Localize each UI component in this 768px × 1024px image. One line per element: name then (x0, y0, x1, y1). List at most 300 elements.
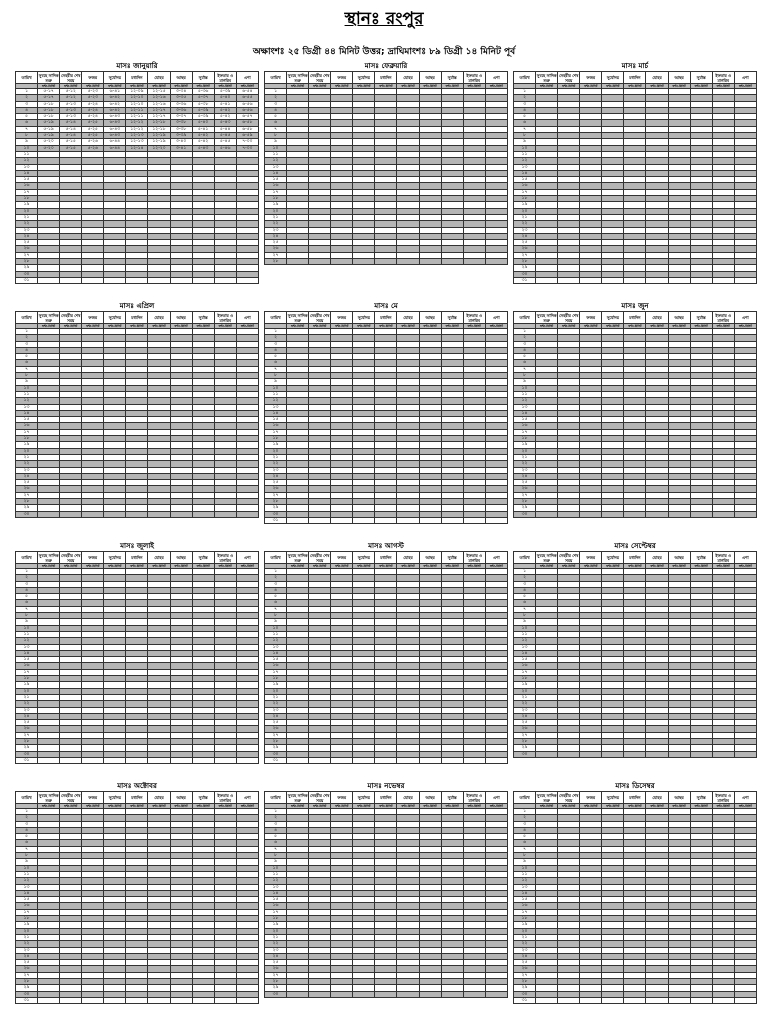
time-cell (485, 757, 507, 763)
column-header: আছর (170, 72, 192, 84)
date-cell: ৩ (16, 341, 38, 347)
column-header: যোহর (646, 72, 668, 84)
time-cell: ১২-১৪ (126, 145, 148, 151)
prayer-times-table (264, 311, 508, 524)
unit-header: ঘন্টা-মিনিট (148, 564, 170, 569)
unit-header: ঘন্টা-মিনিট (580, 804, 602, 809)
column-header: সেহরীর শেষ সময় (558, 72, 579, 83)
column-header: সেহরীর শেষ সময় (558, 312, 579, 323)
column-header: সূর্যোদয় (104, 792, 126, 804)
unit-header: ঘন্টা-মিনিট (192, 804, 214, 809)
month-table (513, 542, 757, 760)
time-cell: ৬-৫৬ (236, 101, 258, 107)
time-cell (148, 277, 170, 283)
time-cell (126, 511, 148, 517)
table-row (16, 139, 259, 145)
time-cell (463, 259, 485, 265)
date-cell: ১৭ (16, 909, 38, 915)
unit-header: ঘন্টা-মিনিট (375, 564, 397, 569)
date-cell: ৯ (514, 619, 536, 625)
date-cell: ২৬ (514, 726, 536, 732)
column-header: সেহরীর শেষ সময় (60, 552, 81, 563)
unit-header: ঘন্টা-মিনিট (463, 324, 485, 329)
column-header: যোহর (397, 72, 419, 84)
unit-header: ঘন্টা-মিনিট (375, 804, 397, 809)
date-cell: ২৫ (16, 240, 38, 246)
column-header: আছর (419, 792, 441, 804)
time-cell: ৬-৪৩ (104, 133, 126, 139)
date-cell: ২৬ (265, 726, 287, 732)
column-header: সুবহে সাদিক শুরু (287, 72, 308, 83)
date-cell: ২৩ (16, 947, 38, 953)
date-cell: ২৩ (265, 707, 287, 713)
date-cell: ২৮ (16, 259, 38, 265)
date-cell: ৩০ (16, 991, 38, 997)
date-cell: ২০ (514, 688, 536, 694)
unit-header: ঘন্টা-মিনিট (580, 324, 602, 329)
date-cell: ২৬ (514, 966, 536, 972)
time-cell (397, 757, 419, 763)
date-cell: ১৪ (265, 650, 287, 656)
date-cell: ১১ (265, 151, 287, 157)
date-cell: ১৯ (514, 682, 536, 688)
date-cell: ২১ (265, 694, 287, 700)
column-header: সুবহে সাদিক শুরু (536, 72, 557, 83)
time-cell: ৬-৫৮ (236, 120, 258, 126)
column-header: সূর্যোদয় (104, 72, 126, 84)
column-header: এশা (236, 552, 258, 564)
time-cell (60, 277, 82, 283)
unit-header: ঘন্টা-মিনিট (82, 324, 104, 329)
date-cell: ৩০ (265, 511, 287, 517)
time-cell (214, 277, 236, 283)
time-cell: ৫-১৯ (38, 126, 60, 132)
column-header: সেহরীর শেষ সময় (60, 792, 81, 803)
date-cell: ২২ (265, 701, 287, 707)
time-cell: ৫-১৩ (60, 114, 82, 120)
time-cell (463, 991, 485, 997)
column-header: ফজর (82, 72, 104, 84)
date-cell: ৫ (16, 834, 38, 840)
date-cell: ১৫ (16, 177, 38, 183)
time-cell (712, 277, 734, 283)
date-cell: ২৯ (514, 985, 536, 991)
date-cell: ১২ (514, 878, 536, 884)
unit-header: ঘন্টা-মিনিট (353, 564, 375, 569)
time-cell (126, 997, 148, 1003)
time-cell (419, 757, 441, 763)
date-cell: ৩১ (265, 757, 287, 763)
prayer-times-table (15, 551, 259, 764)
date-cell: ২৬ (265, 246, 287, 252)
unit-header: ঘন্টা-মিনিট (331, 564, 353, 569)
table-row (265, 517, 508, 523)
column-header: সুবহে সাদিক শুরু (287, 312, 308, 323)
time-cell (192, 757, 214, 763)
date-cell: ৮ (16, 853, 38, 859)
time-cell (38, 757, 60, 763)
date-cell: ২৪ (265, 953, 287, 959)
date-cell: ১ (16, 809, 38, 815)
date-cell: ২১ (16, 934, 38, 940)
time-cell: ১২-১২ (126, 120, 148, 126)
date-cell: ১৯ (16, 682, 38, 688)
unit-header: ঘন্টা-মিনিট (580, 84, 602, 89)
date-cell: ২০ (265, 928, 287, 934)
time-cell (712, 751, 734, 757)
date-cell: ২৮ (265, 259, 287, 265)
column-header: মধ্যদিন (624, 72, 646, 84)
date-cell: ১৮ (16, 916, 38, 922)
date-cell: ১১ (16, 391, 38, 397)
unit-header: ঘন্টা-মিনিট (104, 804, 126, 809)
date-cell: ২৪ (265, 713, 287, 719)
unit-header: ঘন্টা-মিনিট (624, 84, 646, 89)
unit-header: ঘন্টা-মিনিট (712, 564, 734, 569)
time-cell (668, 277, 690, 283)
time-cell: ৫-১৭ (38, 95, 60, 101)
time-cell: ৬-৪৩ (104, 126, 126, 132)
date-cell: ৯ (514, 139, 536, 145)
date-cell: ১৬ (514, 423, 536, 429)
time-cell (214, 997, 236, 1003)
date-cell: ২৩ (265, 947, 287, 953)
time-cell (331, 991, 353, 997)
date-cell: ১৮ (265, 916, 287, 922)
time-cell (309, 259, 331, 265)
time-cell (397, 259, 419, 265)
column-header: ইফতার ও মাগরিব (712, 312, 734, 324)
prayer-times-table (264, 551, 508, 764)
column-header: এশা (734, 72, 756, 84)
column-header: ফজর (82, 312, 104, 324)
date-cell: ২৭ (265, 972, 287, 978)
column-header: তারিখ (265, 552, 287, 564)
date-cell: ৩০ (16, 271, 38, 277)
time-cell: ১২-১৬ (148, 95, 170, 101)
time-cell (82, 511, 104, 517)
time-cell: ৬-৫৮ (236, 126, 258, 132)
unit-header: ঘন্টা-মিনিট (353, 84, 375, 89)
column-header: সূর্যোদয় (602, 72, 624, 84)
date-cell: ৫ (16, 114, 38, 120)
date-cell: ২৯ (265, 505, 287, 511)
date-cell: ৩ (265, 341, 287, 347)
date-cell: ১৭ (265, 669, 287, 675)
date-cell: ৭ (514, 846, 536, 852)
date-cell: ১৪ (514, 410, 536, 416)
date-cell: ১৫ (514, 177, 536, 183)
unit-header: ঘন্টা-মিনিট (353, 324, 375, 329)
date-cell: ২৫ (265, 720, 287, 726)
date-cell: ১৫ (514, 897, 536, 903)
date-cell: ১৬ (514, 903, 536, 909)
column-header: সূর্যাস্ত (441, 552, 463, 564)
table-row (16, 133, 259, 139)
column-header: ফজর (580, 552, 602, 564)
time-cell: ৬-৪২ (104, 107, 126, 113)
date-cell: ২৮ (514, 979, 536, 985)
unit-header: ঘন্টা-মিনিট (148, 324, 170, 329)
table-row (16, 757, 259, 763)
unit-header: ঘন্টা-মিনিট (624, 324, 646, 329)
date-cell: ২৯ (265, 985, 287, 991)
time-cell (646, 751, 668, 757)
time-cell (60, 997, 82, 1003)
column-header: ইফতার ও মাগরিব (214, 552, 236, 564)
time-cell: ৩-৩৫ (170, 95, 192, 101)
date-cell: ২২ (514, 941, 536, 947)
time-cell (690, 997, 712, 1003)
column-header: মধ্যদিন (126, 312, 148, 324)
date-cell: ১৬ (514, 183, 536, 189)
time-cell: ৫-২৫ (82, 126, 104, 132)
date-cell: ২৮ (514, 739, 536, 745)
date-cell: ৮ (514, 613, 536, 619)
date-cell: ১৮ (514, 196, 536, 202)
date-cell: ১২ (514, 158, 536, 164)
column-header: তারিখ (514, 792, 536, 804)
column-header: মধ্যদিন (375, 312, 397, 324)
time-cell (126, 277, 148, 283)
time-cell: ৫-১৫ (60, 145, 82, 151)
time-cell: ৫-৩৯ (192, 107, 214, 113)
time-cell: ৫-২০ (38, 145, 60, 151)
unit-header: ঘন্টা-মিনিট (734, 564, 756, 569)
unit-header: ঘন্টা-মিনিট (38, 324, 60, 329)
date-cell: ১ (265, 89, 287, 95)
date-cell: ৪ (514, 827, 536, 833)
date-cell: ৮ (265, 853, 287, 859)
column-header: মধ্যদিন (375, 552, 397, 564)
column-header: যোহর (148, 792, 170, 804)
unit-header: ঘন্টা-মিনিট (236, 84, 258, 89)
time-cell: ৫-৪০ (192, 120, 214, 126)
time-cell: ৫-১৪ (60, 133, 82, 139)
date-cell: ১৫ (265, 657, 287, 663)
date-cell: ২২ (265, 221, 287, 227)
date-cell: ১৬ (16, 183, 38, 189)
time-cell (60, 757, 82, 763)
table-row (514, 511, 757, 517)
date-cell: ২২ (16, 941, 38, 947)
unit-header: ঘন্টা-মিনিট (536, 324, 558, 329)
time-cell: ৫-৪৪ (214, 126, 236, 132)
time-cell (712, 997, 734, 1003)
time-cell (558, 511, 580, 517)
time-cell (419, 517, 441, 523)
time-cell (104, 997, 126, 1003)
date-cell: ১০ (16, 625, 38, 631)
time-cell (38, 277, 60, 283)
date-cell: ৪ (16, 587, 38, 593)
column-header: সূর্যোদয় (353, 552, 375, 564)
date-cell: ২৫ (514, 960, 536, 966)
date-cell: ২৫ (16, 960, 38, 966)
date-cell: ১১ (514, 631, 536, 637)
prayer-times-table (513, 791, 757, 1004)
time-cell (104, 511, 126, 517)
date-cell: ২৬ (514, 246, 536, 252)
date-cell: ৭ (16, 366, 38, 372)
date-cell: ৪ (16, 107, 38, 113)
time-cell (558, 277, 580, 283)
time-cell (712, 511, 734, 517)
date-cell: ৬ (16, 120, 38, 126)
date-cell: ২ (514, 95, 536, 101)
unit-header: ঘন্টা-মিনিট (214, 804, 236, 809)
column-header: তারিখ (514, 312, 536, 324)
time-cell (192, 997, 214, 1003)
column-header: ইফতার ও মাগরিব (463, 792, 485, 804)
column-header: আছর (419, 312, 441, 324)
date-cell: ১৩ (16, 884, 38, 890)
unit-header: ঘন্টা-মিনিট (309, 804, 331, 809)
date-cell: ১৩ (16, 404, 38, 410)
date-cell: ২ (514, 575, 536, 581)
column-header: সেহরীর শেষ সময় (558, 792, 579, 803)
time-cell (170, 511, 192, 517)
date-cell: ৭ (514, 366, 536, 372)
date-cell: ২১ (514, 694, 536, 700)
date-cell: ৬ (514, 600, 536, 606)
date-cell: ২৮ (16, 739, 38, 745)
date-cell: ১০ (16, 145, 38, 151)
time-cell (485, 259, 507, 265)
date-cell: ১৯ (265, 442, 287, 448)
time-cell: ৩-৩৭ (170, 114, 192, 120)
date-cell: ৩০ (16, 511, 38, 517)
unit-header: ঘন্টা-মিনিট (331, 324, 353, 329)
column-header: সূর্যাস্ত (192, 312, 214, 324)
date-cell: ১০ (514, 145, 536, 151)
date-cell: ২৭ (16, 972, 38, 978)
date-cell: ২০ (265, 688, 287, 694)
date-cell: ১৪ (265, 410, 287, 416)
table-row (514, 751, 757, 757)
time-cell (126, 757, 148, 763)
time-cell: ৬-৪৩ (104, 120, 126, 126)
date-cell: ৮ (265, 373, 287, 379)
date-cell: ১৯ (16, 202, 38, 208)
date-cell: ২৮ (16, 979, 38, 985)
date-cell: ১৯ (265, 682, 287, 688)
unit-header: ঘন্টা-মিনিট (536, 564, 558, 569)
time-cell (236, 997, 258, 1003)
unit-header: ঘন্টা-মিনিট (734, 324, 756, 329)
time-cell: ৫-২৪ (82, 101, 104, 107)
date-cell: ২৪ (514, 233, 536, 239)
date-cell: ১ (265, 329, 287, 335)
date-cell: ২৬ (514, 486, 536, 492)
time-cell (309, 991, 331, 997)
prayer-times-table (264, 71, 508, 265)
table-row (16, 107, 259, 113)
date-cell: ৩১ (16, 277, 38, 283)
unit-header: ঘন্টা-মিনিট (104, 564, 126, 569)
column-header: ফজর (331, 792, 353, 804)
column-header: ফজর (82, 792, 104, 804)
unit-header: ঘন্টা-মিনিট (38, 564, 60, 569)
time-cell (148, 997, 170, 1003)
month-table (264, 782, 508, 1000)
time-cell: ৬-৪২ (104, 95, 126, 101)
column-header: সূর্যাস্ত (192, 792, 214, 804)
month-title: মাসঃ অক্টোবর (117, 782, 157, 790)
unit-header: ঘন্টা-মিনিট (558, 324, 580, 329)
date-cell: ২৭ (514, 492, 536, 498)
table-row (16, 89, 259, 95)
unit-header: ঘন্টা-মিনিট (236, 324, 258, 329)
unit-header: ঘন্টা-মিনিট (82, 84, 104, 89)
unit-header: ঘন্টা-মিনিট (558, 84, 580, 89)
date-cell: ১৬ (514, 663, 536, 669)
column-header: ফজর (580, 792, 602, 804)
date-cell: ১৩ (265, 644, 287, 650)
unit-header: ঘন্টা-মিনিট (375, 84, 397, 89)
date-cell: ৯ (265, 619, 287, 625)
date-cell: ১৯ (265, 202, 287, 208)
time-cell (353, 259, 375, 265)
date-cell: ৬ (16, 600, 38, 606)
date-cell: ১৯ (514, 202, 536, 208)
date-cell: ১২ (16, 158, 38, 164)
date-cell: ১২ (265, 878, 287, 884)
date-cell: ১০ (265, 145, 287, 151)
date-cell: ১৬ (16, 663, 38, 669)
time-cell: ৫-১৪ (60, 126, 82, 132)
date-cell: ২৯ (16, 745, 38, 751)
date-cell: ৩০ (514, 511, 536, 517)
column-header: যোহর (148, 552, 170, 564)
date-cell: ৪ (265, 827, 287, 833)
date-cell: ১০ (16, 865, 38, 871)
date-cell: ৬ (265, 840, 287, 846)
date-cell: ৮ (514, 853, 536, 859)
date-cell: ২৪ (514, 953, 536, 959)
time-cell: ৫-৪৩ (214, 120, 236, 126)
time-cell (463, 517, 485, 523)
column-header: তারিখ (16, 552, 38, 564)
date-cell: ২ (16, 815, 38, 821)
time-cell: ৬-৪২ (104, 101, 126, 107)
date-cell: ২৯ (514, 745, 536, 751)
date-cell: ৮ (514, 373, 536, 379)
prayer-times-table (15, 71, 259, 284)
month-title: মাসঃ এপ্রিল (119, 302, 155, 310)
date-cell: ১১ (265, 871, 287, 877)
column-header: সুবহে সাদিক শুরু (38, 72, 59, 83)
time-cell: ৫-১২ (60, 89, 82, 95)
table-row (16, 126, 259, 132)
page-title: স্থানঃ রংপুর (344, 9, 424, 29)
date-cell: ১ (514, 329, 536, 335)
time-cell: ৫-৪২ (214, 107, 236, 113)
date-cell: ২ (265, 815, 287, 821)
time-cell (690, 751, 712, 757)
date-cell: ২৬ (16, 726, 38, 732)
date-cell: ১১ (16, 151, 38, 157)
column-header: ইফতার ও মাগরিব (214, 312, 236, 324)
date-cell: ৮ (16, 613, 38, 619)
date-cell: ৩ (265, 821, 287, 827)
time-cell (170, 997, 192, 1003)
time-cell (441, 757, 463, 763)
table-row (16, 145, 259, 151)
date-cell: ৩০ (16, 751, 38, 757)
time-cell: ৫-১৩ (60, 107, 82, 113)
date-cell: ১০ (16, 385, 38, 391)
